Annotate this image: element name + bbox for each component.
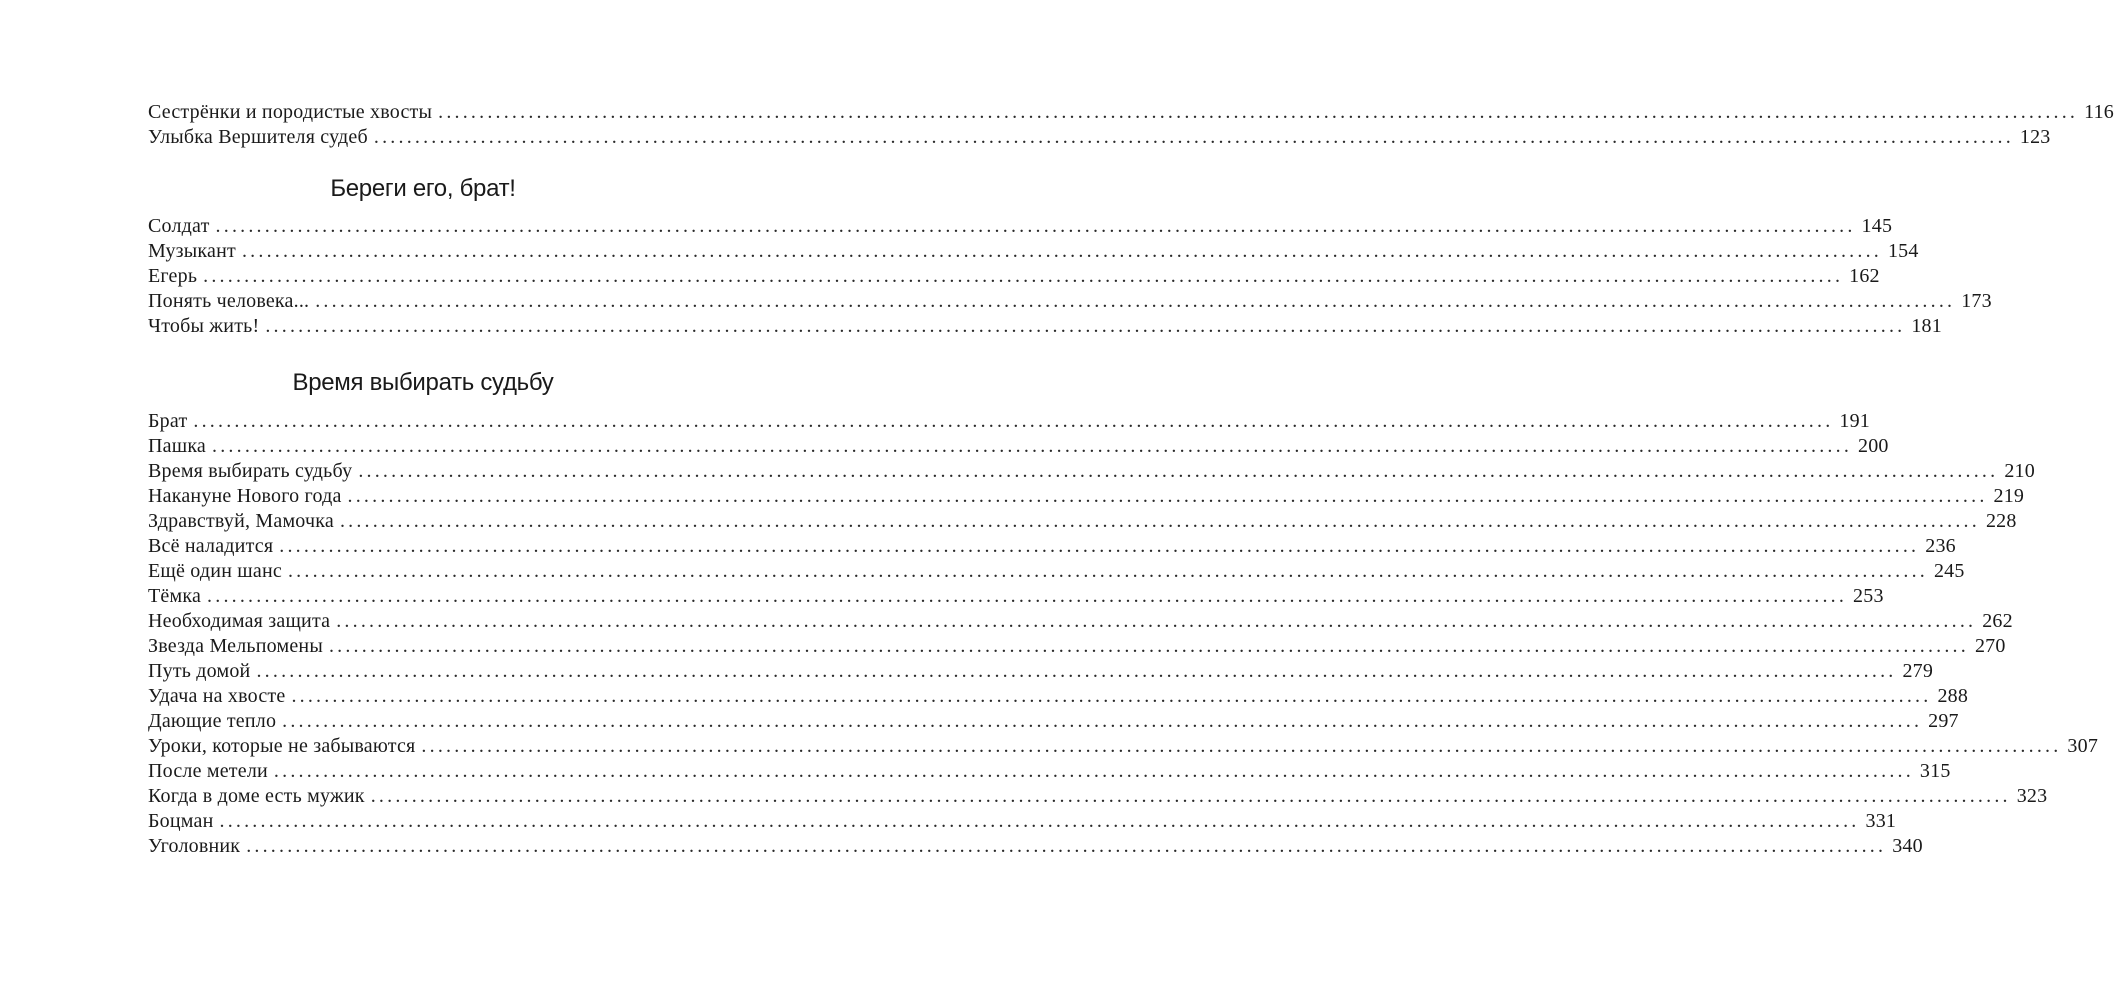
dot-leader: ........................................................................................................................................................................................................ <box>282 710 1923 732</box>
toc-entry-page-number: 323 <box>2016 785 2048 807</box>
toc-entry-title: Необходимая защита <box>148 610 331 632</box>
toc-entry-page-number: 154 <box>1887 240 1919 262</box>
toc-entry-page-number: 245 <box>1933 560 1965 582</box>
dot-leader: ........................................................................................................................................................................................................ <box>315 290 1956 312</box>
toc-entry-title: Улыбка Вершителя судеб <box>148 126 368 148</box>
toc-entry-page-number: 340 <box>1892 835 1923 857</box>
dot-leader: ........................................................................................................................................................................................................ <box>358 460 1999 482</box>
toc-entry <box>148 314 1942 339</box>
section-heading: Время выбирать судьбу <box>292 369 554 396</box>
dot-leader: ........................................................................................................................................................................................................ <box>212 435 1853 457</box>
toc-entry-title: Ещё один шанс <box>148 560 282 582</box>
toc-entry-title: Уголовник <box>148 835 241 857</box>
toc-entry-page-number: 253 <box>1853 585 1884 607</box>
toc-entry-page-number: 315 <box>1919 760 1951 782</box>
toc-entry-page-number: 219 <box>1993 485 2025 507</box>
toc-entry <box>148 509 2017 534</box>
toc-entry <box>148 214 1893 239</box>
toc-entry <box>148 759 1951 784</box>
toc-entry-title: Солдат <box>148 215 210 237</box>
dot-leader: ........................................................................................................................................................................................................ <box>256 660 1897 682</box>
toc-entry-page-number: 331 <box>1865 810 1897 832</box>
toc-entry-page-number: 116 <box>2084 101 2114 123</box>
toc-entry-title: Уроки, которые не забываются <box>148 735 416 757</box>
toc-entry-title: Понять человека... <box>148 290 310 312</box>
toc-entry-page-number: 145 <box>1861 215 1893 237</box>
dot-leader: ........................................................................................................................................................................................................ <box>336 610 1977 632</box>
toc-entry-title: Музыкант <box>148 240 236 262</box>
toc-entry-page-number: 181 <box>1911 315 1942 337</box>
dot-leader: ........................................................................................................................................................................................................ <box>273 760 1914 782</box>
dot-leader: ........................................................................................................................................................................................................ <box>219 810 1860 832</box>
toc-entry <box>148 609 2013 634</box>
toc-entry-page-number: 228 <box>1985 510 2017 532</box>
toc-entry <box>148 809 1897 834</box>
dot-leader: ........................................................................................................................................................................................................ <box>373 126 2014 148</box>
toc-entry-title: Егерь <box>148 265 198 287</box>
toc-entry-title: Путь домой <box>148 660 251 682</box>
toc-entry <box>148 684 1969 709</box>
dot-leader: ........................................................................................................................................................................................................ <box>347 485 1988 507</box>
toc-entry <box>148 289 1992 314</box>
toc-entry <box>148 459 2035 484</box>
dot-leader: ........................................................................................................................................................................................................ <box>339 510 1980 532</box>
toc-entry <box>148 709 1959 734</box>
toc-section-group <box>148 214 1992 339</box>
dot-leader: ........................................................................................................................................................................................................ <box>215 215 1856 237</box>
toc-entry-page-number: 262 <box>1982 610 2013 632</box>
dot-leader: ........................................................................................................................................................................................................ <box>193 410 1834 432</box>
toc-entry <box>148 559 1965 584</box>
dot-leader: ........................................................................................................................................................................................................ <box>246 835 1887 857</box>
dot-leader: ........................................................................................................................................................................................................ <box>328 635 1969 657</box>
toc-entry <box>148 834 1923 859</box>
toc-entry <box>148 100 2114 125</box>
toc-entry-title: Боцман <box>148 810 214 832</box>
toc-entry <box>148 434 1889 459</box>
toc-entry-title: Пашка <box>148 435 207 457</box>
dot-leader: ........................................................................................................................................................................................................ <box>279 535 1920 557</box>
toc-intro-group <box>148 100 2114 150</box>
toc-entry-title: Сестрёнки и породистые хвосты <box>148 101 433 123</box>
toc-entry-title: Накануне Нового года <box>148 485 342 507</box>
dot-leader: ........................................................................................................................................................................................................ <box>421 735 2062 757</box>
toc-entry-title: Тёмка <box>148 585 202 607</box>
dot-leader: ........................................................................................................................................................................................................ <box>241 240 1882 262</box>
table-of-contents <box>148 100 2114 859</box>
toc-entry-page-number: 173 <box>1961 290 1992 312</box>
section-heading: Береги его, брат! <box>330 175 516 202</box>
dot-leader: ........................................................................................................................................................................................................ <box>207 585 1848 607</box>
toc-entry-page-number: 270 <box>1974 635 2006 657</box>
toc-entry <box>148 634 2006 659</box>
toc-entry-title: После метели <box>148 760 268 782</box>
toc-entry <box>148 409 1870 434</box>
toc-entry-title: Здравствуй, Мамочка <box>148 510 334 532</box>
dot-leader: ........................................................................................................................................................................................................ <box>438 101 2079 123</box>
toc-entry <box>148 484 2025 509</box>
dot-leader: ........................................................................................................................................................................................................ <box>265 315 1906 337</box>
toc-entry-title: Удача на хвосте <box>148 685 286 707</box>
dot-leader: ........................................................................................................................................................................................................ <box>291 685 1932 707</box>
dot-leader: ........................................................................................................................................................................................................ <box>370 785 2011 807</box>
toc-entry <box>148 264 1880 289</box>
toc-entry-page-number: 200 <box>1858 435 1889 457</box>
toc-entry-page-number: 279 <box>1902 660 1934 682</box>
toc-entry-page-number: 236 <box>1925 535 1956 557</box>
toc-entry <box>148 584 1884 609</box>
toc-entry <box>148 534 1956 559</box>
toc-entry <box>148 239 1919 264</box>
toc-entry-page-number: 288 <box>1937 685 1969 707</box>
toc-entry-page-number: 191 <box>1839 410 1870 432</box>
toc-entry-title: Чтобы жить! <box>148 315 260 337</box>
toc-entry-page-number: 307 <box>2067 735 2099 757</box>
toc-entry-page-number: 123 <box>2019 126 2051 148</box>
toc-entry-title: Всё наладится <box>148 535 274 557</box>
toc-entry-page-number: 210 <box>2004 460 2035 482</box>
toc-entry-title: Брат <box>148 410 188 432</box>
toc-entry-title: Звезда Мельпомены <box>148 635 323 657</box>
toc-entry <box>148 734 2099 759</box>
toc-entry-page-number: 162 <box>1849 265 1880 287</box>
toc-entry-title: Дающие тепло <box>148 710 277 732</box>
toc-entry-title: Время выбирать судьбу <box>148 460 353 482</box>
dot-leader: ........................................................................................................................................................................................................ <box>203 265 1844 287</box>
toc-section-group <box>148 409 2099 859</box>
toc-entry-page-number: 297 <box>1928 710 1959 732</box>
dot-leader: ........................................................................................................................................................................................................ <box>287 560 1928 582</box>
toc-entry <box>148 784 2048 809</box>
toc-entry <box>148 659 1934 684</box>
toc-entry <box>148 125 2051 150</box>
toc-entry-title: Когда в доме есть мужик <box>148 785 365 807</box>
